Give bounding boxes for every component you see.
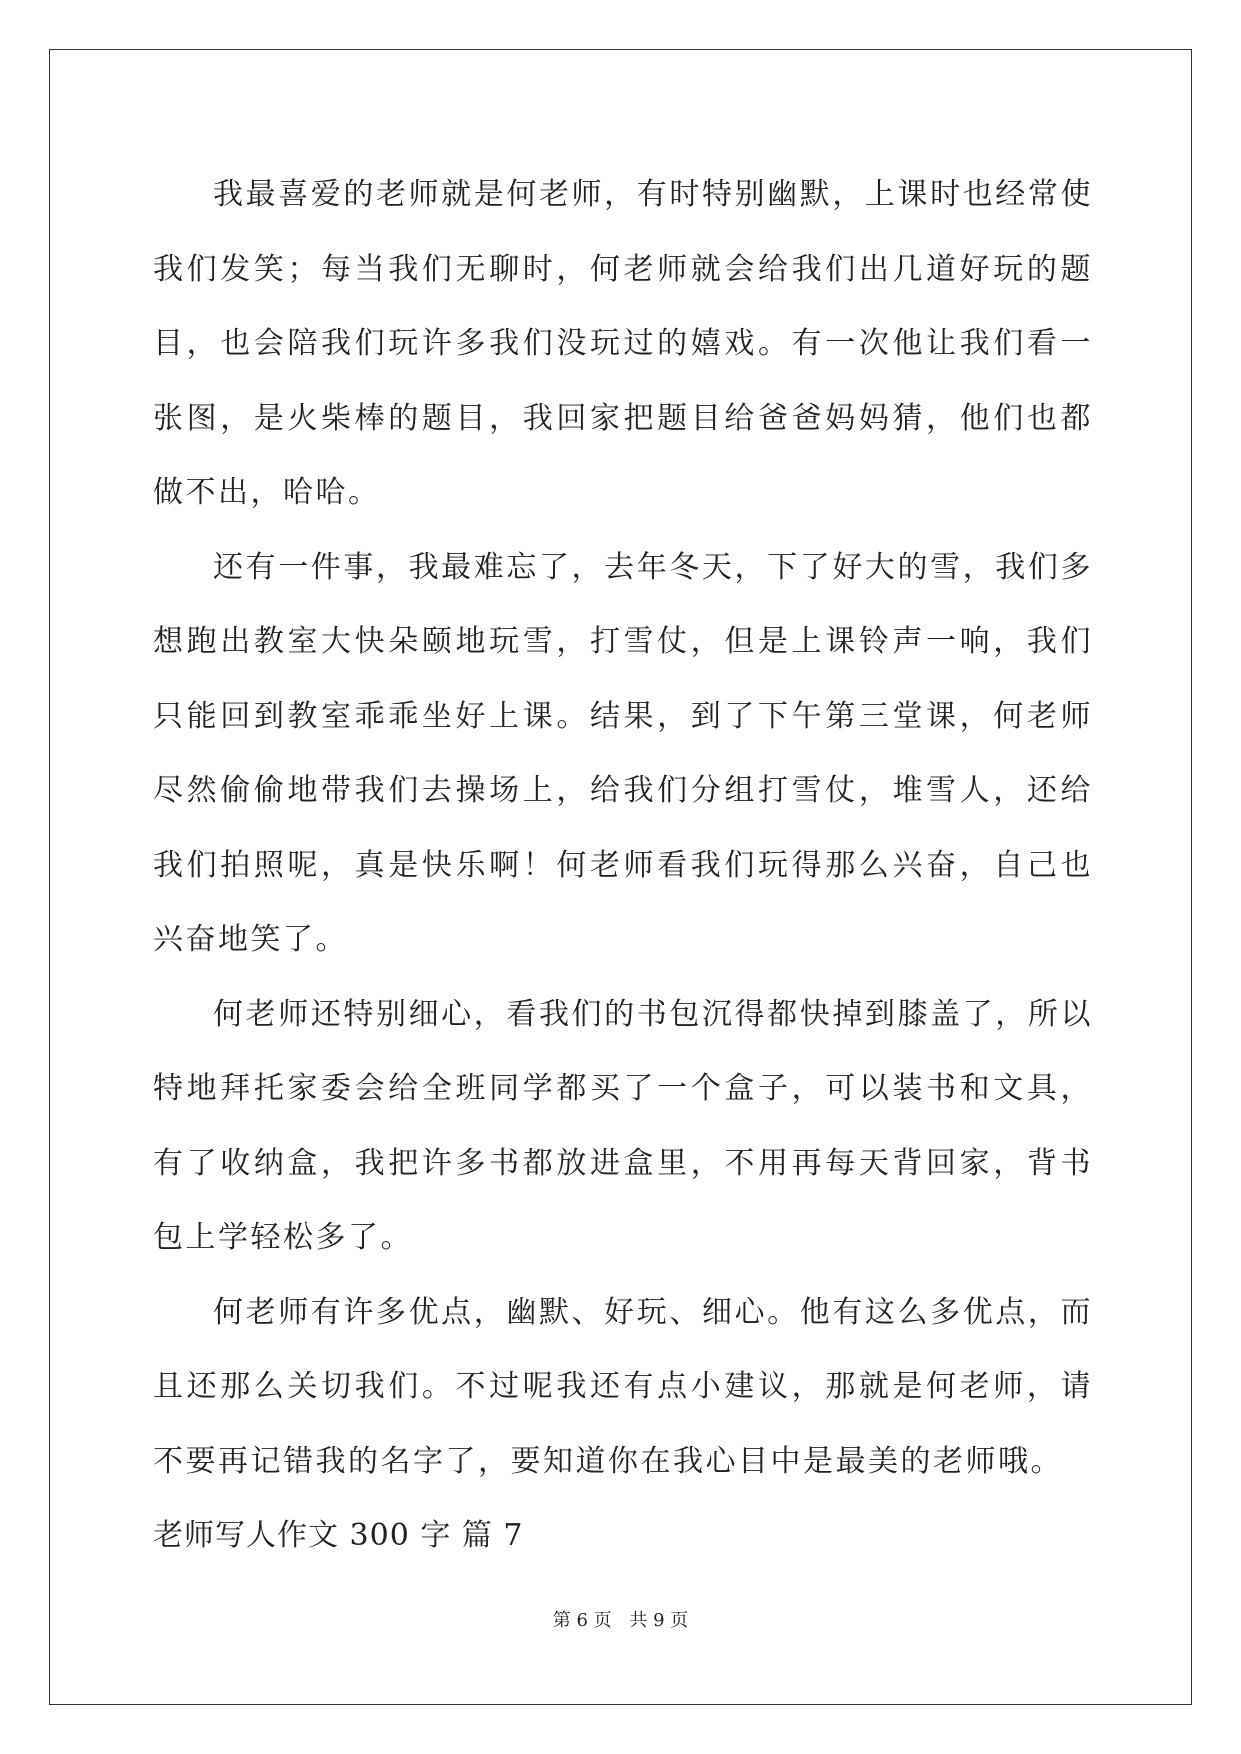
page-footer xyxy=(0,1606,1241,1632)
page-number: 第 6 页 xyxy=(552,1610,612,1631)
document-body xyxy=(153,158,1093,1574)
page-total: 共 9 页 xyxy=(629,1610,689,1631)
paragraph-2: 还有一件事，我最难忘了，去年冬天，下了好大的雪，我们多想跑出教室大快朵颐地玩雪，打雪仗，但是上课铃声一响，我们只能回到教室乖乖坐好上课。结果，到了下午第三堂课，何老师尽然偷偷地带我们去操场上，给我们分组打雪仗，堆雪人，还给我们拍照呢，真是快乐啊！何老师看我们玩得那么兴奋，自己也兴奋地笑了。 xyxy=(153,549,1093,957)
paragraph-1: 我最喜爱的老师就是何老师，有时特别幽默，上课时也经常使我们发笑；每当我们无聊时，何老师就会给我们出几道好玩的题目，也会陪我们玩许多我们没玩过的嬉戏。有一次他让我们看一张图，是火柴棒的题目，我回家把题目给爸爸妈妈猜，他们也都做不出，哈哈。 xyxy=(153,177,1093,510)
paragraph-3: 何老师还特别细心，看我们的书包沉得都快掉到膝盖了，所以特地拜托家委会给全班同学都买了一个盒子，可以装书和文具，有了收纳盒，我把许多书都放进盒里，不用再每天背回家，背书包上学轻松多了。 xyxy=(153,996,1093,1255)
section-heading: 老师写人作文 300 字 篇 7 xyxy=(153,1518,524,1553)
paragraph-4: 何老师有许多优点，幽默、好玩、细心。他有这么多优点，而且还那么关切我们。不过呢我还有点小建议，那就是何老师，请不要再记错我的名字了，要知道你在我心目中是最美的老师哦。 xyxy=(153,1294,1093,1479)
